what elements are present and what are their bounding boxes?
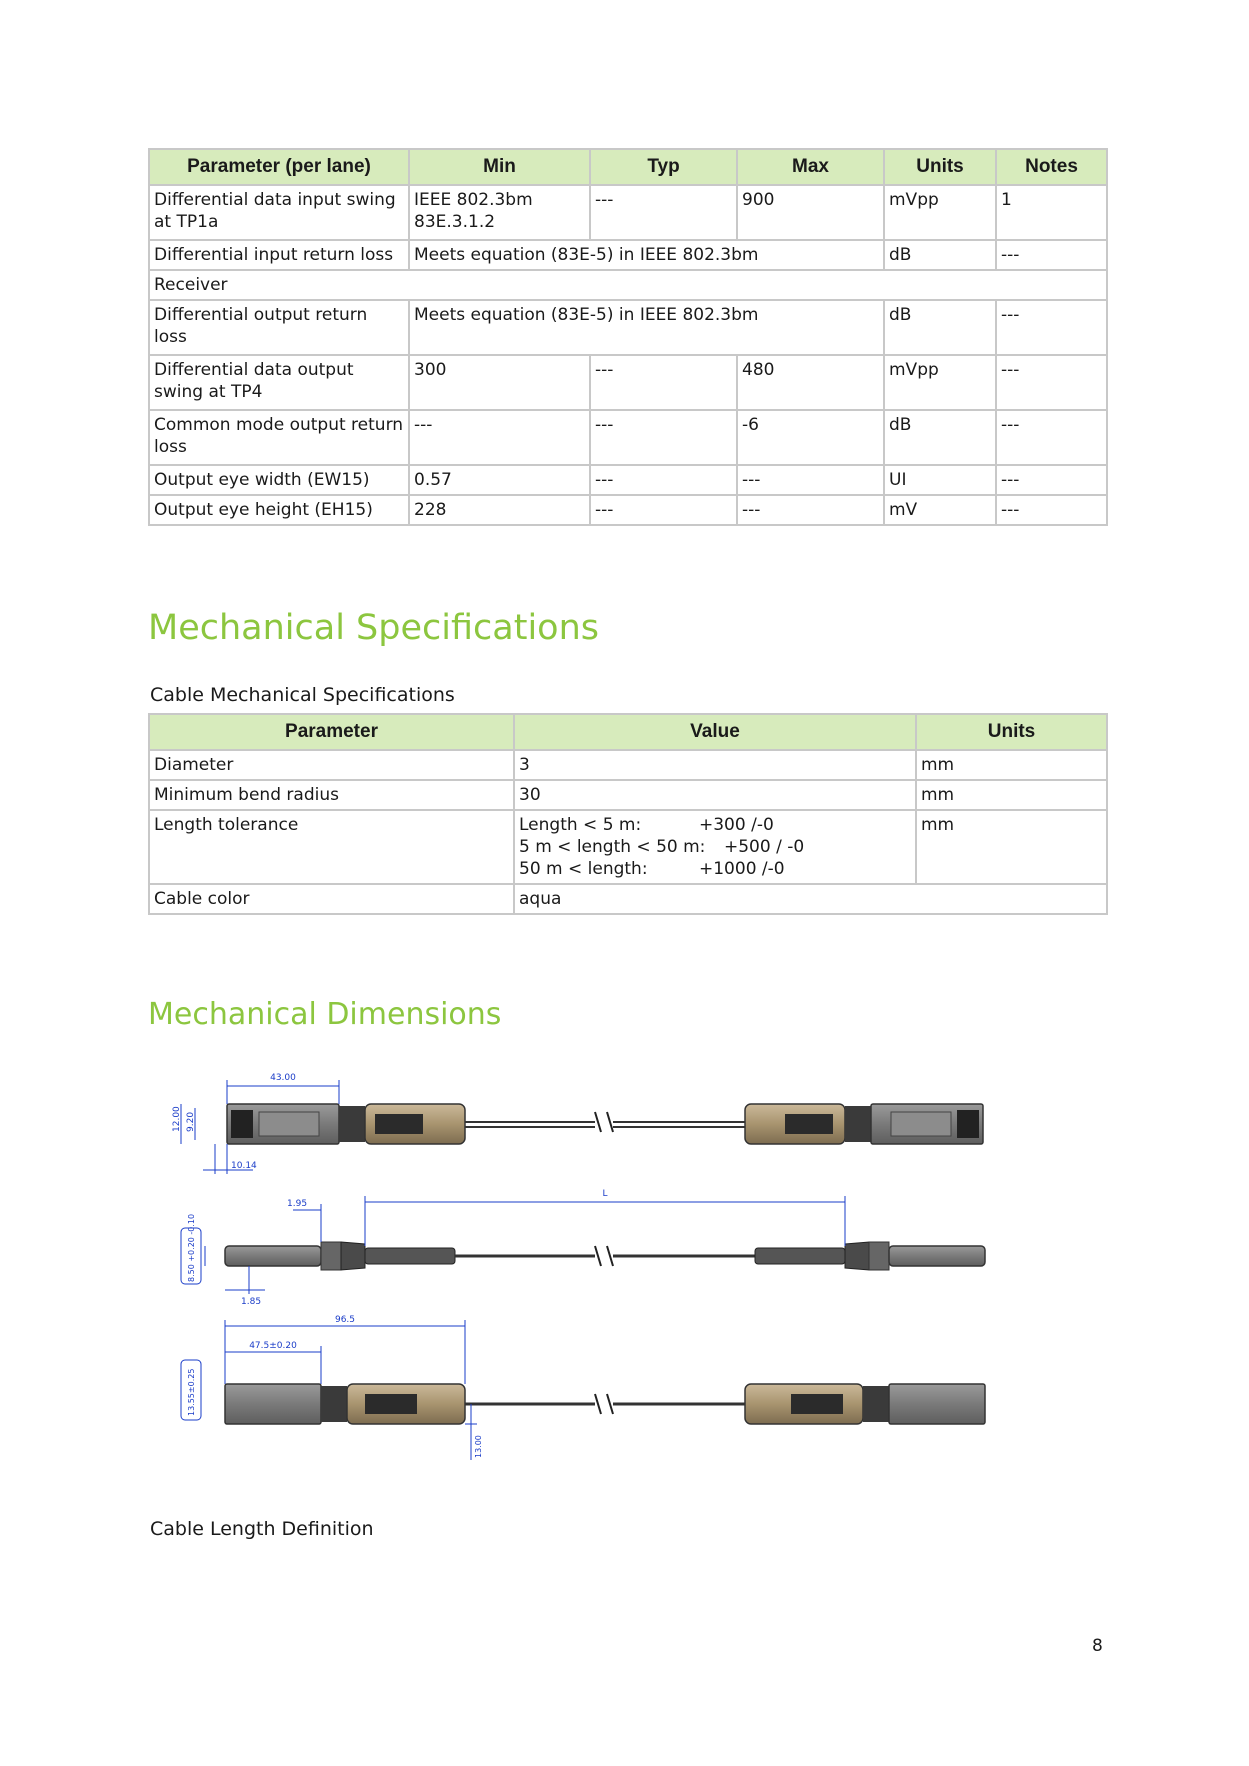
table-row [149, 750, 1107, 780]
right-module-cage-side [869, 1242, 889, 1270]
mechanical-dimension-drawing [172, 1060, 1085, 1480]
dim-label-side-tab: 1.95 [287, 1199, 308, 1209]
cell-units: mm [916, 780, 1107, 810]
table-row [149, 355, 1107, 410]
cell-parameter: Differential output return loss [149, 300, 409, 355]
left-latch-side [341, 1242, 365, 1270]
cell-parameter: Cable color [149, 884, 514, 914]
cell-typ: --- [590, 410, 737, 465]
table-row [149, 185, 1107, 240]
section-label-receiver: Receiver [149, 270, 1107, 300]
cell-parameter: Differential input return loss [149, 240, 409, 270]
cell-value: 3 [514, 750, 916, 780]
left-module-bottom [225, 1384, 321, 1424]
cell-value: aqua [514, 884, 1107, 914]
table-row [149, 240, 1107, 270]
cable-break-symbol [595, 1112, 613, 1132]
tolerance-condition: Length < 5 m: [519, 815, 642, 835]
right-module-label-area [891, 1112, 951, 1136]
dim-label-side-thickness: 8.50 +0.20 -0.10 [187, 1213, 196, 1282]
table-row [149, 884, 1107, 914]
left-module-label-area [259, 1112, 319, 1136]
dim-label-cable-length: L [602, 1189, 608, 1199]
right-connector-block [845, 1106, 871, 1142]
cell-units: dB [884, 300, 996, 355]
col-header-typ: Typ [590, 149, 737, 185]
cell-units: mV [884, 495, 996, 525]
dim-label-side-bottom: 1.85 [241, 1297, 262, 1307]
right-contacts-bottom [863, 1386, 889, 1422]
left-module-cage-side [321, 1242, 341, 1270]
dim-label-bottom-height: 13.55±0.25 [187, 1368, 196, 1416]
right-boot-side [755, 1248, 845, 1264]
cell-max: --- [737, 465, 884, 495]
col-header-value: Value [514, 714, 916, 750]
right-module-side [889, 1246, 985, 1266]
cell-units: dB [884, 240, 996, 270]
table-header-row [149, 714, 1107, 750]
cell-min: 300 [409, 355, 590, 410]
cell-parameter: Output eye width (EW15) [149, 465, 409, 495]
left-module-latch [231, 1110, 253, 1138]
col-header-parameter: Parameter [149, 714, 514, 750]
col-header-notes: Notes [996, 149, 1107, 185]
cell-parameter: Diameter [149, 750, 514, 780]
dim-label-bottom-boot: 13.00 [474, 1435, 483, 1458]
cell-typ: --- [590, 465, 737, 495]
tolerance-value: +500 / -0 [724, 837, 805, 857]
cell-parameter: Differential data output swing at TP4 [149, 355, 409, 410]
section-title-mechanical-dimensions: Mechanical Dimensions [148, 997, 502, 1032]
left-module-side [225, 1246, 321, 1266]
tolerance-condition: 5 m < length < 50 m: [519, 837, 706, 857]
cell-parameter: Common mode output return loss [149, 410, 409, 465]
side-view-dimension-lines [181, 1196, 845, 1294]
mechanical-spec-table [148, 713, 1108, 915]
right-latch-side [845, 1242, 869, 1270]
tolerance-line [519, 858, 911, 880]
electrical-spec-table [148, 148, 1108, 526]
cell-notes: --- [996, 240, 1107, 270]
cell-notes: --- [996, 465, 1107, 495]
cell-max: --- [737, 495, 884, 525]
cell-parameter: Length tolerance [149, 810, 514, 884]
right-boot-grip [785, 1114, 833, 1134]
cell-notes: --- [996, 300, 1107, 355]
left-boot-side [365, 1248, 455, 1264]
tolerance-value: +1000 /-0 [699, 859, 785, 879]
dim-label-bottom-module: 47.5±0.20 [249, 1341, 297, 1351]
right-boot-bottom-grip [791, 1394, 843, 1414]
col-header-max: Max [737, 149, 884, 185]
side-view [181, 1189, 985, 1307]
right-module-bottom [889, 1384, 985, 1424]
cell-max: -6 [737, 410, 884, 465]
left-connector-block [339, 1106, 365, 1142]
caption-cable-length-definition: Cable Length Definition [150, 1518, 374, 1540]
section-title-mechanical-specifications: Mechanical Specifications [148, 608, 600, 648]
table-row [149, 495, 1107, 525]
cell-typ: --- [590, 185, 737, 240]
cell-notes: --- [996, 410, 1107, 465]
cell-value: 30 [514, 780, 916, 810]
cell-min: 228 [409, 495, 590, 525]
dim-label-top-height-outer: 12.00 [172, 1106, 182, 1132]
tolerance-line [519, 836, 911, 858]
cell-min: IEEE 802.3bm 83E.3.1.2 [409, 185, 590, 240]
cell-units: mVpp [884, 355, 996, 410]
top-view [172, 1073, 983, 1174]
tolerance-condition: 50 m < length: [519, 859, 648, 879]
cell-parameter: Differential data input swing at TP1a [149, 185, 409, 240]
cell-typ: --- [590, 355, 737, 410]
caption-cable-mechanical-specs: Cable Mechanical Specifications [150, 684, 455, 706]
dim-label-top-height-inner: 9.20 [186, 1111, 196, 1132]
table-row [149, 810, 1107, 884]
cell-parameter: Minimum bend radius [149, 780, 514, 810]
cell-units: dB [884, 410, 996, 465]
cell-units: mm [916, 810, 1107, 884]
table-row [149, 410, 1107, 465]
table-header-row [149, 149, 1107, 185]
cell-notes: 1 [996, 185, 1107, 240]
cell-max: 480 [737, 355, 884, 410]
cable-break-symbol [595, 1394, 613, 1414]
cell-max: 900 [737, 185, 884, 240]
left-boot-bottom-grip [365, 1394, 417, 1414]
cell-units: UI [884, 465, 996, 495]
right-module-latch [957, 1110, 979, 1138]
cell-merged-value: Meets equation (83E-5) in IEEE 802.3bm [409, 300, 884, 355]
cell-min: --- [409, 410, 590, 465]
table-row [149, 465, 1107, 495]
cable-break-symbol [595, 1246, 613, 1266]
dim-label-bottom-total: 96.5 [334, 1315, 356, 1325]
cell-notes: --- [996, 495, 1107, 525]
left-contacts-bottom [321, 1386, 347, 1422]
dim-label-top-offset: 10.14 [231, 1161, 257, 1171]
col-header-units: Units [884, 149, 996, 185]
page-number: 8 [1092, 1636, 1103, 1656]
table-row [149, 300, 1107, 355]
cell-units: mVpp [884, 185, 996, 240]
tolerance-value: +300 /-0 [699, 815, 774, 835]
col-header-units: Units [916, 714, 1107, 750]
table-row [149, 780, 1107, 810]
dim-label-top-length: 43.00 [270, 1073, 296, 1083]
cell-parameter: Output eye height (EH15) [149, 495, 409, 525]
bottom-view [181, 1315, 985, 1460]
cell-min: 0.57 [409, 465, 590, 495]
table-section-row [149, 270, 1107, 300]
col-header-min: Min [409, 149, 590, 185]
col-header-parameter: Parameter (per lane) [149, 149, 409, 185]
cell-notes: --- [996, 355, 1107, 410]
cell-typ: --- [590, 495, 737, 525]
cell-merged-value: Meets equation (83E-5) in IEEE 802.3bm [409, 240, 884, 270]
left-boot-grip [375, 1114, 423, 1134]
cell-units: mm [916, 750, 1107, 780]
cell-tolerance-list [514, 810, 916, 884]
tolerance-line [519, 814, 911, 836]
